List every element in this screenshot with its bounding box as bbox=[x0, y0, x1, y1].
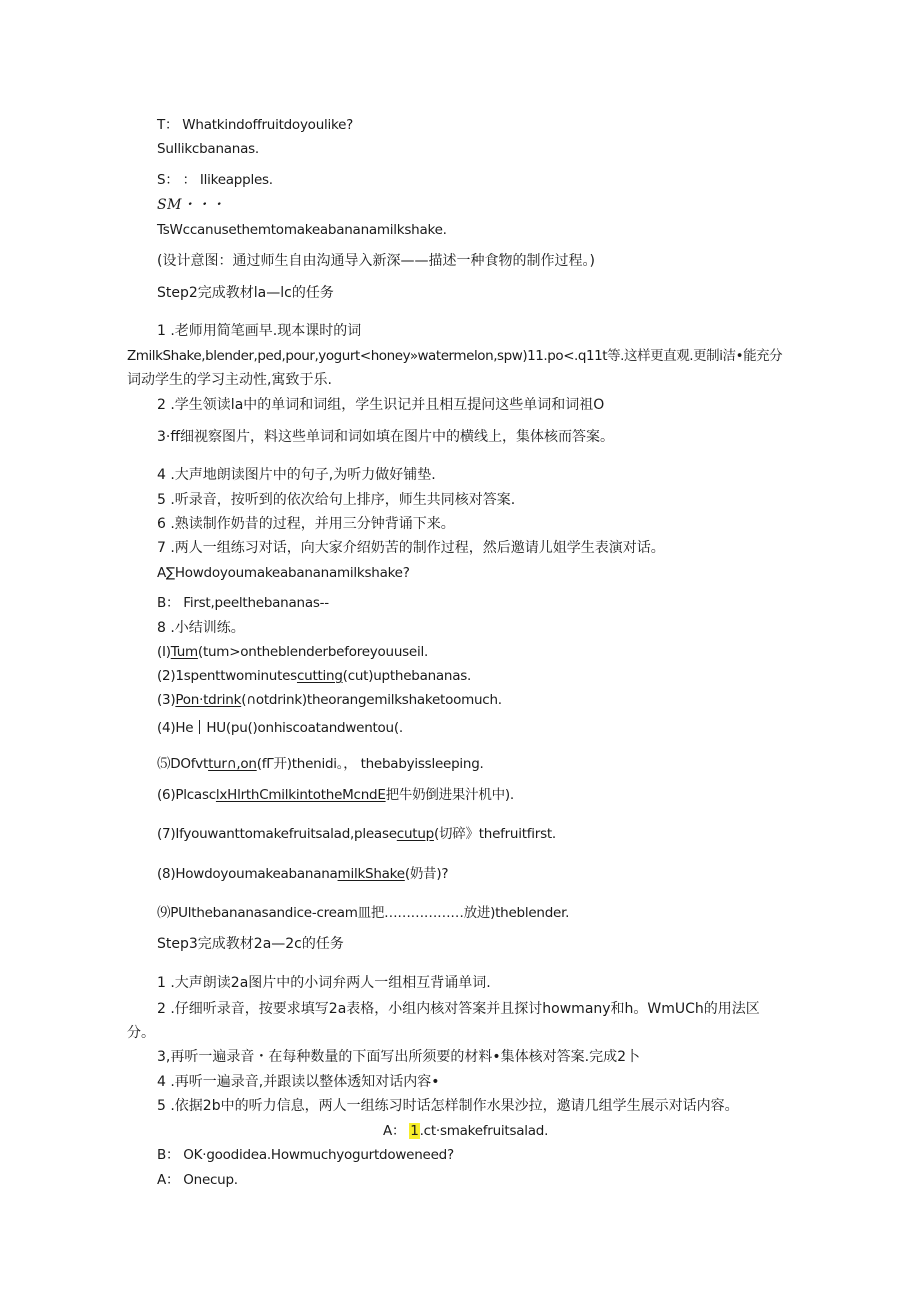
exercise-8-answer: milkShake bbox=[337, 866, 405, 882]
exercise-8 bbox=[157, 865, 448, 883]
exercise-4-prefix: (4)He bbox=[157, 720, 194, 736]
exercise-7-rest: (切碎》thefruitfirst. bbox=[433, 826, 556, 842]
step3-item-2: 2 .仔细听录音，按要求填写2a表格，小组内核对答案并且探讨howmany和h。WmUCh的用法区 bbox=[157, 1001, 760, 1017]
step3-item-3: 3,再听一遍录音・在每种数量的下面写出所须要的材料•集体核对答案.完成2卜 bbox=[157, 1049, 640, 1065]
dialog-line-a-how: A∑Howdoyoumakeabananamilkshake? bbox=[157, 565, 410, 581]
step3-item-1: 1 .大声朗读2a图片中的小词弁两人一组相互背诵单词. bbox=[157, 975, 491, 991]
exercise-6-prefix: (6)Plcasc bbox=[157, 787, 216, 803]
exercise-5 bbox=[157, 755, 484, 773]
exercise-1-prefix: (I) bbox=[157, 644, 171, 660]
dialog-line-student-apples: S： ： Ilikeapples. bbox=[157, 172, 273, 188]
step2-item-7: 7 .两人一组练习对话，向大家介绍奶苦的制作过程，然后邀请儿姐学生表演对话。 bbox=[157, 540, 665, 556]
step3-item-4: 4 .再听一遍录音,并跟读以整体透知对话内容• bbox=[157, 1074, 440, 1090]
exercise-7 bbox=[157, 825, 556, 843]
dialog-line-student-bananas: SuIlikcbananas. bbox=[157, 141, 259, 157]
step3-heading: Step3完成教材2a—2c的任务 bbox=[157, 936, 344, 952]
step2-heading: Step2完成教材la—lc的任务 bbox=[157, 285, 334, 301]
exercise-8-rest: (奶昔)? bbox=[404, 866, 449, 882]
exercise-2-answer: cutting bbox=[296, 668, 343, 684]
step2-item-1-vocab: ZmilkShake,blender,ped,pour,yogurt<honey»watermelon,spw)11.po<.q11t等.这样更直观.更制i洁•能充分 bbox=[127, 348, 783, 364]
exercise-6-rest: 把牛奶倒进果汁机中). bbox=[385, 787, 514, 803]
exercise-1-answer: Tum bbox=[170, 644, 198, 660]
step2-item-4: 4 .大声地朗读图片中的句子,为听力做好铺垫. bbox=[157, 467, 436, 483]
step2-item-5: 5 .听录音，按听到的依次给句上排序，师生共同核对答案. bbox=[157, 492, 516, 508]
step2-item-6: 6 .熟读制作奶昔的过程，并用三分钟背诵下来。 bbox=[157, 516, 455, 532]
dialog-a-text: .ct·smakefruitsalad. bbox=[419, 1123, 549, 1139]
exercise-6-answer: lxHlrthCmilkintotheMcndE bbox=[215, 787, 386, 803]
step2-item-2: 2 .学生领读la中的单词和词组，学生识记并且相互提问这些单词和词祖O bbox=[157, 397, 605, 413]
dialog-line-b-first: B： First,peelthebananas-- bbox=[157, 595, 329, 611]
exercise-3 bbox=[157, 691, 502, 709]
exercise-7-prefix: (7)Ifyouwanttomakefruitsalad,please bbox=[157, 826, 397, 842]
exercise-1-rest: (tum>ontheblenderbeforeyouuseil. bbox=[197, 644, 429, 660]
exercise-5-prefix: ⑸DOfvt bbox=[157, 756, 209, 772]
exercise-4 bbox=[157, 719, 403, 737]
step2-item-1-cont: 词动学生的学习主动性,寓致于乐. bbox=[127, 372, 332, 388]
dialog-line-students-ellipsis: SM・・・ bbox=[157, 197, 226, 213]
blank-mark bbox=[199, 720, 200, 734]
dialog-line-a-onecup: A： Onecup. bbox=[157, 1172, 238, 1188]
dialog-line-teacher-milkshake: TsWccanusethemtomakeabananamilkshake. bbox=[157, 222, 447, 238]
exercise-2 bbox=[157, 667, 471, 685]
exercise-3-prefix: (3) bbox=[157, 692, 176, 708]
exercise-3-answer: Pon·tdrink bbox=[175, 692, 242, 708]
dialog-a-speaker: A： bbox=[383, 1123, 406, 1139]
highlighted-char: 1 bbox=[410, 1123, 419, 1139]
exercise-1 bbox=[157, 643, 428, 661]
dialog-line-teacher-question: T： Whatkindoffruitdoyoulike? bbox=[157, 117, 354, 133]
design-intent-note: (设计意图：通过师生自由沟通导入新深——描述一种食物的制作过程。) bbox=[157, 253, 595, 269]
exercise-5-answer: tur∩,on bbox=[208, 756, 257, 772]
exercise-4-rest: HU(pu()onhiscoatandwentou(. bbox=[206, 720, 403, 736]
dialog-line-a-salad bbox=[383, 1122, 548, 1140]
exercise-8-prefix: (8)Howdoyoumakeabanana bbox=[157, 866, 338, 882]
exercise-6 bbox=[157, 786, 514, 804]
exercise-7-answer: cutup bbox=[396, 826, 434, 842]
exercise-2-rest: (cut)upthebananas. bbox=[342, 668, 472, 684]
step2-item-1: 1 .老师用简笔画早.现本课时的词 bbox=[157, 323, 362, 339]
step2-item-8: 8 .小结训练。 bbox=[157, 620, 245, 636]
exercise-5-rest: (fΓ开)thenidi。， thebabyissleeping. bbox=[256, 756, 484, 772]
step3-item-2-cont: 分。 bbox=[127, 1025, 155, 1041]
exercise-2-prefix: (2)1spenttwominutes bbox=[157, 668, 297, 684]
step2-item-3: 3·ff细视察图片，料这些单词和词如填在图片中的横线上，集体核而答案。 bbox=[157, 429, 615, 445]
step3-item-5: 5 .依据2b中的听力信息，两人一组练习时话怎样制作水果沙拉，邀请几组学生展示对话内容。 bbox=[157, 1098, 739, 1114]
exercise-9: ⑼PUlthebananasandice-cream皿把………………放进)theblender. bbox=[157, 905, 570, 921]
exercise-3-rest: (∩otdrink)theorangemilkshaketoomuch. bbox=[241, 692, 502, 708]
dialog-line-b-yogurt: B： OK·goodidea.Howmuchyogurtdoweneed? bbox=[157, 1147, 454, 1163]
